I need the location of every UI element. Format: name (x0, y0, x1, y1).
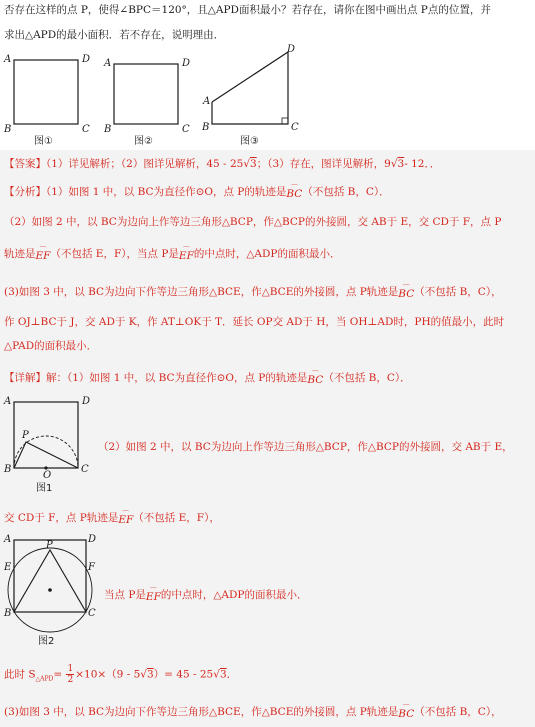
fig3-label-c: C (291, 122, 299, 133)
detail-d3-mid: ×10×（9 - 5 (75, 668, 141, 681)
sfig2-label-f: F (88, 562, 95, 573)
detail-d1 (4, 370, 411, 385)
fig3-caption: 图③ (240, 136, 259, 147)
fig1-label-a: A (4, 54, 12, 65)
detail-d2a: （2）如图 2 中，以 BC为边向上作等边三角形△BCP，作△BCP的外接圆，交 AB于 E， (98, 441, 513, 453)
fig2-label-a: A (104, 58, 112, 69)
fig1-caption: 图① (34, 136, 53, 147)
sqrt-icon: √ (243, 158, 251, 170)
detail-d2e-text: 的中点时，△ADP的面积最小． (160, 589, 308, 601)
area-subscript: △APD (35, 675, 54, 683)
fig3-label-b: B (202, 122, 210, 133)
analysis-p1 (4, 184, 390, 199)
detail-d1-tail: （不包括 B，C）． (323, 372, 411, 384)
sqrt-icon: √ (213, 668, 220, 681)
solution-figure-1 (0, 392, 100, 499)
detail-d2d (104, 587, 308, 602)
answer-tag: 【答案】 (4, 158, 46, 170)
detail-d2d-text: 当点 P是 (104, 589, 146, 601)
arc-bc: ⌒ BC (398, 286, 414, 300)
detail-d3-sqrt-2: 3 (219, 668, 227, 681)
analysis-p3a (4, 284, 502, 299)
answer-sqrt-2: 3 (397, 158, 405, 170)
analysis-p3d: △PAD的面积最小． (4, 340, 98, 352)
fig1-label-c: C (82, 124, 90, 135)
sqrt-icon: √ (390, 158, 398, 170)
fraction-denominator: 2 (67, 675, 74, 685)
detail-d3 (4, 664, 237, 685)
detail-tag: 【详解】 (4, 372, 46, 384)
detail-d2c-text: （不包括 E，F）， (133, 512, 220, 524)
solution-figure-2 (0, 532, 100, 653)
detail-d4-tail: （不包括 B，C）， (414, 706, 502, 718)
analysis-p2d-text: 的中点时，△ADP的面积最小． (193, 248, 341, 260)
answer-text-3: - 12．． (404, 158, 441, 170)
fig3-label-d: D (287, 44, 296, 55)
sfig2-label-a: A (4, 534, 12, 545)
fig2-label-c: C (182, 124, 190, 135)
analysis-p1-tail: （不包括 B，C）． (302, 186, 390, 198)
detail-d3-eq: = (53, 668, 63, 681)
fig3-label-a: A (203, 96, 211, 107)
problem-line-1: 否存在这样的点 P，使得∠BPC＝120°，且△APD面积最小？若存在，请你在图中画出点 P点的位置，并 (4, 4, 491, 16)
detail-d3-sqrt: 3 (146, 668, 154, 681)
sfig1-label-p: P (22, 430, 29, 441)
fig2-caption: 图② (134, 136, 153, 147)
sfig2-label-d: D (88, 534, 97, 545)
answer-text-2: ；（3）存在，图详见解析，9 (256, 158, 391, 170)
sfig1-label-d: D (82, 396, 91, 407)
sfig2-label-e: E (4, 562, 12, 573)
detail-d3-text: 此时 S (4, 668, 36, 681)
arc-bc: ⌒ BC (286, 186, 302, 200)
fig2-label-d: D (182, 58, 191, 69)
sfig1-label-a: A (4, 396, 12, 407)
figure-2 (100, 48, 210, 151)
detail-d3-end: ． (226, 668, 238, 681)
fig1-label-d: D (82, 54, 91, 65)
sfig2-caption: 图2 (38, 636, 55, 647)
arc-ef: ⌒ EF (179, 248, 194, 262)
problem-line-2: 求出△APD的最小面积．若不存在，说明理由． (4, 29, 225, 41)
figure-3 (198, 40, 308, 151)
analysis-p2b (4, 246, 341, 261)
arc-ef: ⌒ EF (36, 248, 51, 262)
analysis-p3b-text: （不包括 B，C）， (414, 286, 502, 298)
analysis-p2a: （2）如图 2 中，以 BC为边向上作等边三角形△BCP，作△BCP的外接圆，交 AB于 E，交 CD于 F，点 P (4, 216, 502, 228)
fig1-label-b: B (4, 124, 12, 135)
fraction-numerator: 1 (67, 664, 74, 674)
sfig1-label-b: B (4, 464, 12, 475)
arc-ef: ⌒ EF (118, 512, 133, 526)
detail-d2b (4, 510, 220, 525)
sfig1-label-o: O (43, 470, 52, 481)
sfig2-label-b: B (4, 608, 12, 619)
fig2-label-b: B (104, 124, 112, 135)
sfig1-label-c: C (81, 464, 89, 475)
answer-line (4, 156, 440, 171)
detail-d2b-text: 交 CD于 F，点 P轨迹是 (4, 512, 119, 524)
arc-ef: ⌒ EF (146, 589, 161, 603)
answer-sqrt: 3 (250, 158, 257, 170)
detail-d1-text: 解：（1）如图 1 中，以 BC为直径作⊙O，点 P的轨迹是 (46, 372, 308, 384)
analysis-p1-text: （1）如图 1 中，以 BC为直径作⊙O，点 P的轨迹是 (46, 186, 287, 198)
fraction (66, 664, 74, 685)
sqrt-icon: √ (140, 668, 147, 681)
analysis-p2c-text: （不包括 E，F），当点 P是 (50, 248, 179, 260)
detail-d4 (4, 704, 502, 719)
sfig2-label-c: C (88, 608, 96, 619)
detail-d3-result: ）= 45 - 25 (153, 668, 214, 681)
analysis-p2b-text: 轨迹是 (4, 248, 36, 260)
analysis-tag: 【分析】 (4, 186, 46, 198)
answer-text: （1）详见解析；（2）图详见解析，45 - 25 (46, 158, 244, 170)
analysis-p3a-text: (3)如图 3 中，以 BC为边向下作等边三角形△BCE，作△BCE的外接圆，点 P轨迹是 (4, 286, 399, 298)
analysis-p3c: 作 OJ⊥BC于 J，交 AD于 K，作 AT⊥OK于 T．延长 OP交 AD于 H，当 OH⊥AD时，PH的值最小，此时 (4, 316, 505, 328)
arc-bc: ⌒ BC (307, 372, 323, 386)
figure-1 (0, 48, 110, 151)
detail-d4-text: (3)如图 3 中，以 BC为边向下作等边三角形△BCE，作△BCE的外接圆，点 P轨迹是 (4, 706, 399, 718)
sfig2-label-p: P (46, 540, 53, 551)
arc-bc: ⌒ BC (398, 706, 414, 720)
sfig1-caption: 图1 (36, 483, 53, 494)
